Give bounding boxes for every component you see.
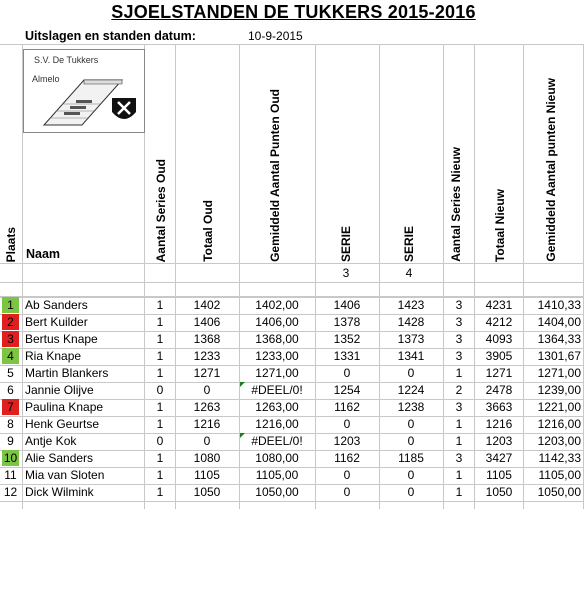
logo-club-name: S.V. De Tukkers xyxy=(34,55,99,65)
cell-gemiddeld-oud: 1050,00 xyxy=(255,485,299,499)
header-serie-2: SERIE xyxy=(402,225,416,262)
table-row xyxy=(0,331,587,348)
cell-totaal-oud: 0 xyxy=(203,434,211,448)
header-totaal-nieuw: Totaal Nieuw xyxy=(493,188,507,262)
cell-naam: Mia van Sloten xyxy=(25,468,105,482)
cell-totaal-oud: 1105 xyxy=(194,468,220,482)
cell-series-nieuw: 3 xyxy=(455,400,463,414)
cell-serie-2: 1341 xyxy=(397,349,425,363)
cell-totaal-oud: 0 xyxy=(203,383,211,397)
cell-gemiddeld-nieuw: 1203,00 xyxy=(537,434,581,448)
cell-totaal-oud: 1233 xyxy=(193,349,221,363)
cell-series-oud: 1 xyxy=(156,400,164,414)
grid-row-line xyxy=(0,501,584,502)
cell-totaal-nieuw: 1105 xyxy=(486,468,512,482)
date-label: Uitslagen en standen datum: xyxy=(25,29,196,43)
header-naam: Naam xyxy=(26,247,61,261)
cell-series-nieuw: 1 xyxy=(455,417,463,431)
cell-plaats: 7 xyxy=(2,399,19,415)
cell-plaats: 2 xyxy=(2,314,19,330)
serie-number-2: 4 xyxy=(405,266,413,280)
cell-totaal-nieuw: 1216 xyxy=(485,417,513,431)
cell-serie-2: 0 xyxy=(407,417,415,431)
cell-plaats: 4 xyxy=(2,348,19,364)
grid-row-line xyxy=(0,282,584,283)
cell-series-nieuw: 3 xyxy=(455,298,463,312)
cell-series-oud: 1 xyxy=(156,468,164,482)
header-totaal-oud: Totaal Oud xyxy=(201,200,215,262)
cell-series-oud: 1 xyxy=(156,366,164,380)
cell-plaats: 6 xyxy=(7,383,14,397)
cell-series-nieuw: 1 xyxy=(455,485,463,499)
cell-totaal-oud: 1080 xyxy=(193,451,221,465)
cell-totaal-nieuw: 2478 xyxy=(485,383,513,397)
cell-plaats: 3 xyxy=(2,331,19,347)
cell-gemiddeld-nieuw: 1239,00 xyxy=(537,383,581,397)
cell-serie-1: 1254 xyxy=(333,383,361,397)
cell-totaal-nieuw: 1271 xyxy=(485,366,513,380)
cell-serie-1: 0 xyxy=(343,366,351,380)
table-row xyxy=(0,348,587,365)
cell-serie-1: 1352 xyxy=(333,332,361,346)
cell-plaats: 11 xyxy=(4,468,17,482)
header-gemiddeld-oud: Gemiddeld Aantal Punten Oud xyxy=(268,89,282,262)
grid-row-line xyxy=(0,263,584,264)
cell-gemiddeld-oud: 1105,00 xyxy=(255,468,299,482)
table-row xyxy=(0,416,587,433)
cell-serie-1: 1331 xyxy=(333,349,361,363)
cell-totaal-oud: 1402 xyxy=(193,298,221,312)
cell-gemiddeld-oud: 1216,00 xyxy=(255,417,299,431)
cell-series-nieuw: 3 xyxy=(455,332,463,346)
cell-serie-2: 1423 xyxy=(397,298,425,312)
cell-serie-1: 0 xyxy=(343,417,351,431)
cell-naam: Martin Blankers xyxy=(25,366,109,380)
cell-gemiddeld-nieuw: 1050,00 xyxy=(537,485,581,499)
cell-naam: Ria Knape xyxy=(25,349,82,363)
cell-gemiddeld-nieuw: 1271,00 xyxy=(537,366,581,380)
header-gemiddeld-nieuw: Gemiddeld Aantal punten Nieuw xyxy=(544,78,558,262)
cell-serie-2: 0 xyxy=(407,468,415,482)
cell-plaats: 1 xyxy=(2,297,19,313)
cell-gemiddeld-oud: 1080,00 xyxy=(255,451,299,465)
cell-serie-2: 1238 xyxy=(397,400,425,414)
cell-totaal-nieuw: 4231 xyxy=(485,298,513,312)
cell-gemiddeld-nieuw: 1410,33 xyxy=(537,298,581,312)
cell-series-nieuw: 3 xyxy=(455,315,463,329)
cell-gemiddeld-nieuw: 1105,00 xyxy=(538,468,581,482)
cell-serie-2: 0 xyxy=(407,434,415,448)
cell-series-nieuw: 2 xyxy=(455,383,463,397)
header-plaats: Plaats xyxy=(4,226,18,262)
page-title: SJOELSTANDEN DE TUKKERS 2015-2016 xyxy=(111,2,476,22)
cell-gemiddeld-nieuw: 1364,33 xyxy=(537,332,581,346)
cell-naam: Alie Sanders xyxy=(25,451,94,465)
cell-plaats: 5 xyxy=(7,366,14,380)
cell-gemiddeld-oud: 1368,00 xyxy=(255,332,299,346)
date-value: 10-9-2015 xyxy=(248,29,303,43)
table-row xyxy=(0,450,587,467)
cell-series-oud: 1 xyxy=(156,315,164,329)
cell-naam: Ab Sanders xyxy=(25,298,88,312)
cell-plaats: 10 xyxy=(3,451,18,465)
cell-series-oud: 1 xyxy=(156,485,164,499)
table-row xyxy=(0,297,587,314)
cell-plaats: 12 xyxy=(3,485,18,499)
cell-totaal-nieuw: 3905 xyxy=(485,349,513,363)
cell-series-nieuw: 1 xyxy=(455,468,463,482)
cell-series-nieuw: 1 xyxy=(455,366,463,380)
cell-totaal-oud: 1216 xyxy=(193,417,221,431)
cell-serie-1: 1162 xyxy=(334,451,360,465)
logo-town: Almelo xyxy=(32,74,60,84)
cell-gemiddeld-nieuw: 1301,67 xyxy=(537,349,581,363)
sjoelbak-icon xyxy=(24,50,144,132)
cell-serie-2: 0 xyxy=(407,366,415,380)
cell-serie-1: 0 xyxy=(343,485,351,499)
table-row xyxy=(0,467,587,484)
error-indicator-icon xyxy=(240,382,245,387)
table-row xyxy=(0,433,587,450)
header-aantal-series-oud: Aantal Series Oud xyxy=(154,158,168,262)
table-row xyxy=(0,484,587,501)
cell-naam: Paulina Knape xyxy=(25,400,104,414)
cell-totaal-oud: 1271 xyxy=(193,366,221,380)
cell-serie-1: 1406 xyxy=(333,298,361,312)
cell-series-oud: 1 xyxy=(156,298,164,312)
cell-gemiddeld-oud: 1402,00 xyxy=(255,298,299,312)
cell-naam: Dick Wilmink xyxy=(25,485,94,499)
table-row xyxy=(0,382,587,399)
cell-serie-1: 1162 xyxy=(334,400,360,414)
cell-serie-2: 1185 xyxy=(398,451,424,465)
cell-series-oud: 1 xyxy=(156,417,164,431)
header-serie-1: SERIE xyxy=(339,225,353,262)
cell-gemiddeld-oud: 1263,00 xyxy=(255,400,299,414)
cell-totaal-oud: 1406 xyxy=(193,315,221,329)
club-logo xyxy=(23,49,145,133)
cell-totaal-nieuw: 4093 xyxy=(485,332,513,346)
cell-naam: Antje Kok xyxy=(25,434,77,448)
cell-serie-2: 1224 xyxy=(397,383,425,397)
cell-series-oud: 0 xyxy=(156,434,164,448)
error-indicator-icon xyxy=(240,433,245,438)
cell-totaal-oud: 1368 xyxy=(193,332,221,346)
serie-number-1: 3 xyxy=(342,266,350,280)
cell-series-nieuw: 3 xyxy=(455,451,463,465)
cell-plaats: 9 xyxy=(7,434,14,448)
table-row xyxy=(0,365,587,382)
cell-serie-1: 0 xyxy=(343,468,351,482)
cell-naam: Jannie Olijve xyxy=(25,383,94,397)
cell-serie-2: 0 xyxy=(407,485,415,499)
table-row xyxy=(0,399,587,416)
cell-serie-2: 1428 xyxy=(397,315,425,329)
cell-totaal-nieuw: 4212 xyxy=(485,315,513,329)
cell-totaal-nieuw: 3663 xyxy=(485,400,513,414)
cell-series-oud: 1 xyxy=(156,332,164,346)
cell-totaal-nieuw: 1203 xyxy=(485,434,513,448)
cell-gemiddeld-oud: #DEEL/0! xyxy=(251,383,303,397)
cell-plaats: 8 xyxy=(7,417,14,431)
cell-naam: Bertus Knape xyxy=(25,332,98,346)
cell-series-oud: 1 xyxy=(156,349,164,363)
cell-gemiddeld-oud: 1406,00 xyxy=(255,315,299,329)
cell-serie-1: 1203 xyxy=(333,434,361,448)
cell-series-nieuw: 3 xyxy=(455,349,463,363)
cell-gemiddeld-nieuw: 1221,00 xyxy=(537,400,581,414)
cell-serie-2: 1373 xyxy=(397,332,425,346)
cell-gemiddeld-oud: 1233,00 xyxy=(255,349,299,363)
header-aantal-series-nieuw: Aantal Series Nieuw xyxy=(449,147,463,262)
cell-naam: Henk Geurtse xyxy=(25,417,100,431)
cell-totaal-oud: 1263 xyxy=(193,400,221,414)
cell-totaal-oud: 1050 xyxy=(193,485,221,499)
cell-gemiddeld-nieuw: 1142,33 xyxy=(538,451,581,465)
table-row xyxy=(0,314,587,331)
cell-gemiddeld-nieuw: 1216,00 xyxy=(537,417,581,431)
cell-series-nieuw: 1 xyxy=(455,434,463,448)
cell-gemiddeld-oud: #DEEL/0! xyxy=(251,434,303,448)
cell-series-oud: 1 xyxy=(156,451,164,465)
cell-naam: Bert Kuilder xyxy=(25,315,88,329)
cell-gemiddeld-oud: 1271,00 xyxy=(255,366,299,380)
cell-totaal-nieuw: 3427 xyxy=(485,451,513,465)
cell-serie-1: 1378 xyxy=(333,315,361,329)
cell-totaal-nieuw: 1050 xyxy=(485,485,513,499)
cell-gemiddeld-nieuw: 1404,00 xyxy=(537,315,581,329)
cell-series-oud: 0 xyxy=(156,383,164,397)
